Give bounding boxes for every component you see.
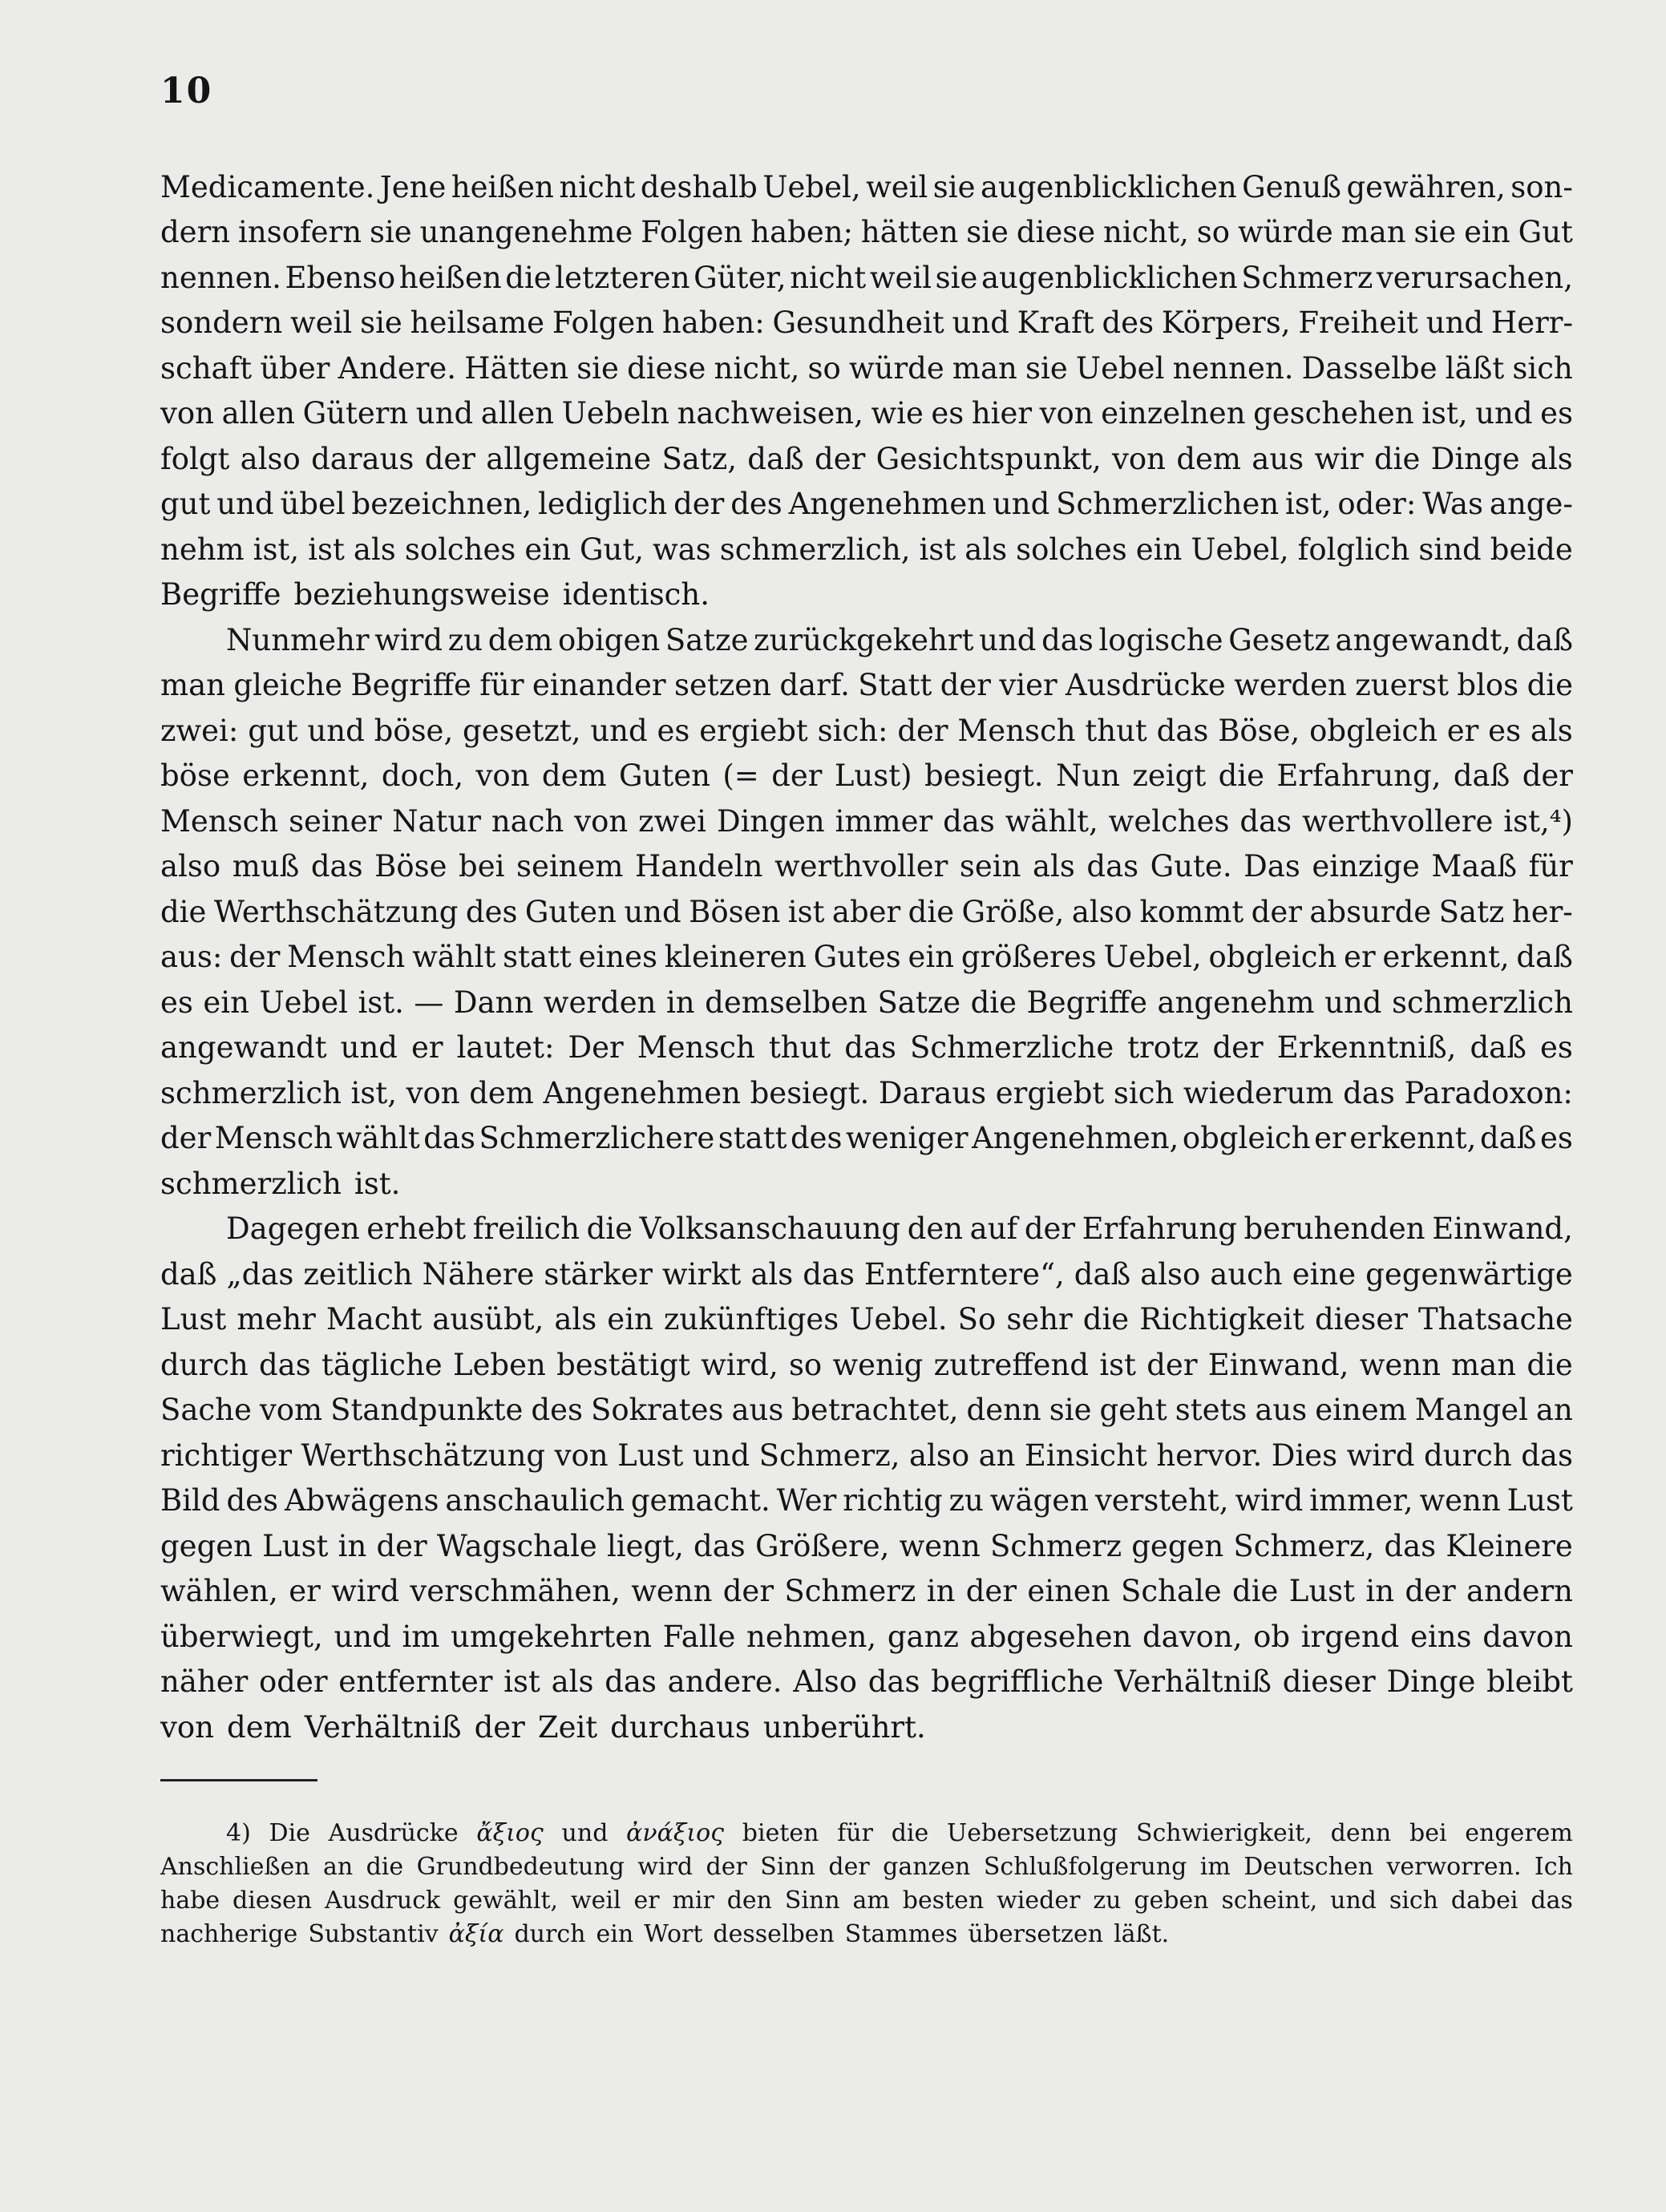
footnote-separator: [160, 1779, 317, 1781]
text-line: Sache vom Standpunkte des Sokrates aus betrachtet, denn sie geht stets aus einem Mangel an: [160, 1393, 1573, 1427]
footnote-line: 4) Die Ausdrücke ἄξιος und ἀνάξιος bieten für die Uebersetzung Schwierigkeit, denn bei engerem: [226, 1819, 1573, 1847]
text-line: böse erkennt, doch, von dem Guten (= der Lust) besiegt. Nun zeigt die Erfahrung, daß der: [160, 758, 1573, 793]
text-line: der Mensch wählt das Schmerzlichere statt des weniger Angenehmen, obgleich er erkennt, daß es: [160, 1121, 1573, 1155]
text-line: schmerzlich ist.: [160, 1166, 401, 1201]
text-line: näher oder entfernter ist als das andere. Also das begriffliche Verhältniß dieser Dinge bleibt: [160, 1664, 1573, 1699]
text-line: überwiegt, und im umgekehrten Falle nehmen, ganz abgesehen davon, ob irgend eins davon: [160, 1619, 1573, 1654]
text-line: Bild des Abwägens anschaulich gemacht. Wer richtig zu wägen versteht, wird immer, wenn Lust: [160, 1483, 1573, 1518]
text-line: Lust mehr Macht ausübt, als ein zukünftiges Uebel. So sehr die Richtigkeit dieser Thatsache: [160, 1302, 1573, 1337]
text-line: es ein Uebel ist. — Dann werden in demselben Satze die Begriffe angenehm und schmerzlich: [160, 985, 1573, 1020]
text-line: folgt also daraus der allgemeine Satz, daß der Gesichtspunkt, von dem aus wir die Dinge als: [160, 441, 1573, 476]
text-line: also muß das Böse bei seinem Handeln werthvoller sein als das Gute. Das einzige Maaß für: [160, 849, 1573, 884]
footnote-line: habe diesen Ausdruck gewählt, weil er mir den Sinn am besten wieder zu geben scheint, und sich dabei das: [160, 1886, 1573, 1915]
footnote-line: Anschließen an die Grundbedeutung wird der Sinn der ganzen Schlußfolgerung im Deutschen verworren. Ich: [160, 1853, 1573, 1881]
text-line: Begriffe beziehungsweise identisch.: [160, 577, 710, 612]
text-line: schaft über Andere. Hätten sie diese nicht, so würde man sie Uebel nennen. Dasselbe läßt sich: [160, 350, 1573, 386]
text-line: nennen. Ebenso heißen die letzteren Güter, nicht weil sie augenblicklichen Schmerz verursachen,: [160, 260, 1573, 295]
text-line: dern insofern sie unangenehme Folgen haben; hätten sie diese nicht, so würde man sie ein Gut: [160, 215, 1573, 249]
text-line: von dem Verhältniß der Zeit durchaus unberührt.: [160, 1709, 926, 1745]
body-text: [160, 159, 1573, 1745]
text-line: sondern weil sie heilsame Folgen haben: Gesundheit und Kraft des Körpers, Freiheit und Herr-: [160, 305, 1573, 340]
text-line: Nunmehr wird zu dem obigen Satze zurückgekehrt und das logische Gesetz angewandt, daß: [226, 622, 1573, 657]
text-line: gegen Lust in der Wagschale liegt, das Größere, wenn Schmerz gegen Schmerz, das Kleinere: [160, 1528, 1573, 1563]
text-line: aus: der Mensch wählt statt eines kleineren Gutes ein größeres Uebel, obgleich er erkennt, daß: [160, 940, 1573, 974]
text-line: man gleiche Begriffe für einander setzen darf. Statt der vier Ausdrücke werden zuerst blos die: [160, 668, 1573, 702]
text-line: Mensch seiner Natur nach von zwei Dingen immer das wählt, welches das werthvollere ist,⁴): [160, 803, 1573, 839]
footnote-line: nachherige Substantiv ἀξία durch ein Wort desselben Stammes übersetzen läßt.: [160, 1920, 1170, 1948]
text-line: von allen Gütern und allen Uebeln nachweisen, wie es hier von einzelnen geschehen ist, und es: [160, 396, 1573, 431]
page-number: 10: [160, 71, 213, 111]
footnotes: [160, 1814, 1573, 1948]
text-line: Medicamente. Jene heißen nicht deshalb Uebel, weil sie augenblicklichen Genuß gewähren, son-: [160, 169, 1573, 204]
text-line: die Werthschätzung des Guten und Bösen ist aber die Größe, also kommt der absurde Satz her-: [160, 894, 1573, 929]
text-line: gut und übel bezeichnen, lediglich der des Angenehmen und Schmerzlichen ist, oder: Was ange-: [160, 487, 1573, 521]
text-line: nehm ist, ist als solches ein Gut, was schmerzlich, ist als solches ein Uebel, folglich sind beide: [160, 532, 1573, 567]
text-line: daß „das zeitlich Nähere stärker wirkt als das Entferntere“, daß also auch eine gegenwärtige: [160, 1256, 1573, 1292]
text-line: richtiger Werthschätzung von Lust und Schmerz, also an Einsicht hervor. Dies wird durch das: [160, 1438, 1573, 1473]
text-line: durch das tägliche Leben bestätigt wird, so wenig zutreffend ist der Einwand, wenn man die: [160, 1347, 1573, 1382]
text-line: angewandt und er lautet: Der Mensch thut das Schmerzliche trotz der Erkenntniß, daß es: [160, 1030, 1573, 1065]
text-line: wählen, er wird verschmähen, wenn der Schmerz in der einen Schale die Lust in der andern: [160, 1574, 1573, 1608]
text-line: zwei: gut und böse, gesetzt, und es ergiebt sich: der Mensch thut das Böse, obgleich er es als: [160, 713, 1573, 748]
text-line: Dagegen erhebt freilich die Volksanschauung den auf der Erfahrung beruhenden Einwand,: [226, 1211, 1573, 1246]
text-line: schmerzlich ist, von dem Angenehmen besiegt. Daraus ergiebt sich wiederum das Paradoxon:: [160, 1075, 1573, 1110]
